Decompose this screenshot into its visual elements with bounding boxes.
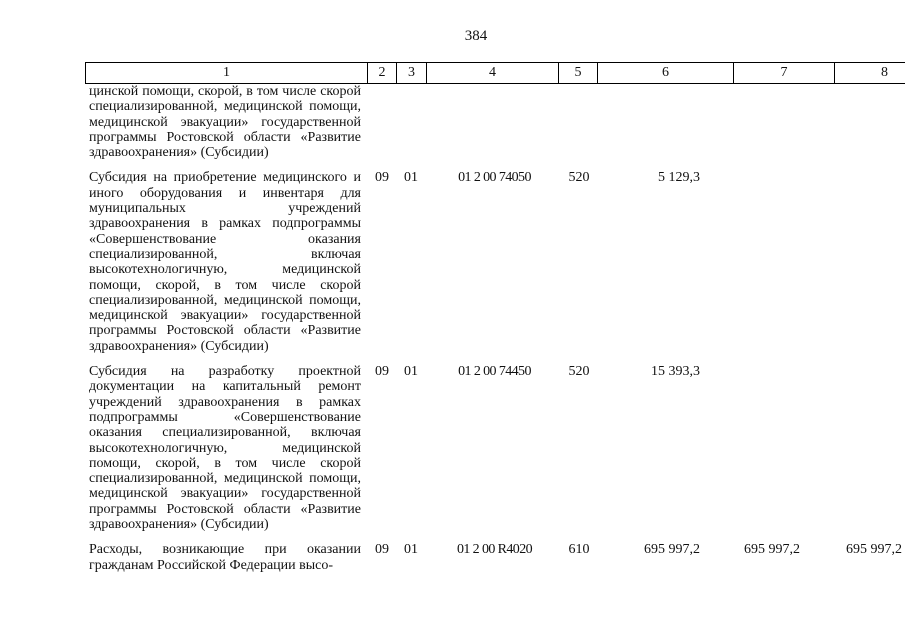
header-col-4: 4 [426, 63, 558, 83]
row-amount-3 [800, 84, 902, 160]
header-col-8: 8 [834, 63, 905, 83]
row-amount-2 [700, 364, 800, 532]
row-subsection: 01 [404, 364, 418, 380]
row-amount-2 [700, 170, 800, 354]
row-target-code: 01 2 00 74050 [458, 170, 531, 186]
header-col-6: 6 [597, 63, 733, 83]
row-target-code [423, 84, 558, 160]
row-amount-2 [700, 84, 800, 160]
header-col-3: 3 [396, 63, 426, 83]
row-amount-1: 5 129,3 [658, 170, 700, 186]
row-description: Субсидия на разработку проектной документации на капитальный ремонт учреждений здравоохранения в рамках подпрограммы «Совершенствование оказания специализированной, включая высокотехнологичную, медицинской помощи, скорой, в том числе скорой специализированной, медицинской помощи, медицинской эвакуации» государственной программы Ростовской области «Развитие здравоохранения» (Субсидии) [89, 364, 361, 533]
page-number: 384 [464, 28, 488, 44]
row-section [361, 84, 399, 160]
row-description: Субсидия на приобретение медицинского и иного оборудования и инвентаря для муниципальных учреждений здравоохранения в рамках подпрограммы «Совершенствование оказания специализированной, включая высокотехнологичную, медицинской помощи, скорой, в том числе скорой специализированной, медицинской помощи, медицинской эвакуации» государственной программы Ростовской области «Развитие здравоохранения» (Субсидии) [89, 170, 361, 354]
header-col-1: 1 [223, 65, 230, 80]
header-col-5: 5 [558, 63, 597, 83]
row-target-code: 01 2 00 74450 [458, 364, 531, 380]
row-amount-3 [800, 170, 902, 354]
row-amount-3 [800, 364, 902, 532]
row-amount-1: 695 997,2 [644, 542, 700, 558]
row-description: Расходы, возникающие при оказании гражданам Российской Федерации высо- [89, 542, 361, 573]
table-header [85, 62, 905, 84]
header-col-7: 7 [733, 63, 834, 83]
header-col-2: 2 [367, 63, 396, 83]
row-section: 09 [375, 364, 389, 380]
row-target-code: 01 2 00 R4020 [456, 542, 533, 558]
table-row [89, 364, 902, 532]
row-expense-type: 520 [568, 364, 590, 380]
row-section: 09 [375, 170, 389, 186]
row-amount-3: 695 997,2 [846, 542, 902, 558]
row-amount-1: 15 393,3 [651, 364, 700, 380]
table-body [89, 84, 902, 583]
row-subsection: 01 [404, 170, 418, 186]
table-row [89, 84, 902, 160]
table-row [89, 170, 902, 354]
row-amount-1 [600, 84, 700, 160]
row-description: цинской помощи, скорой, в том числе скорой специализированной, медицинской помощи, медицинской эвакуации» государственной программы Ростовской области «Развитие здравоохранения» (Субсидии) [89, 84, 361, 161]
row-subsection: 01 [404, 542, 418, 558]
row-expense-type: 520 [568, 170, 590, 186]
row-amount-2: 695 997,2 [744, 542, 800, 558]
table-row [89, 542, 902, 573]
row-section: 09 [375, 542, 389, 558]
row-subsection [399, 84, 423, 160]
row-expense-type: 610 [568, 542, 590, 558]
row-expense-type [558, 84, 600, 160]
